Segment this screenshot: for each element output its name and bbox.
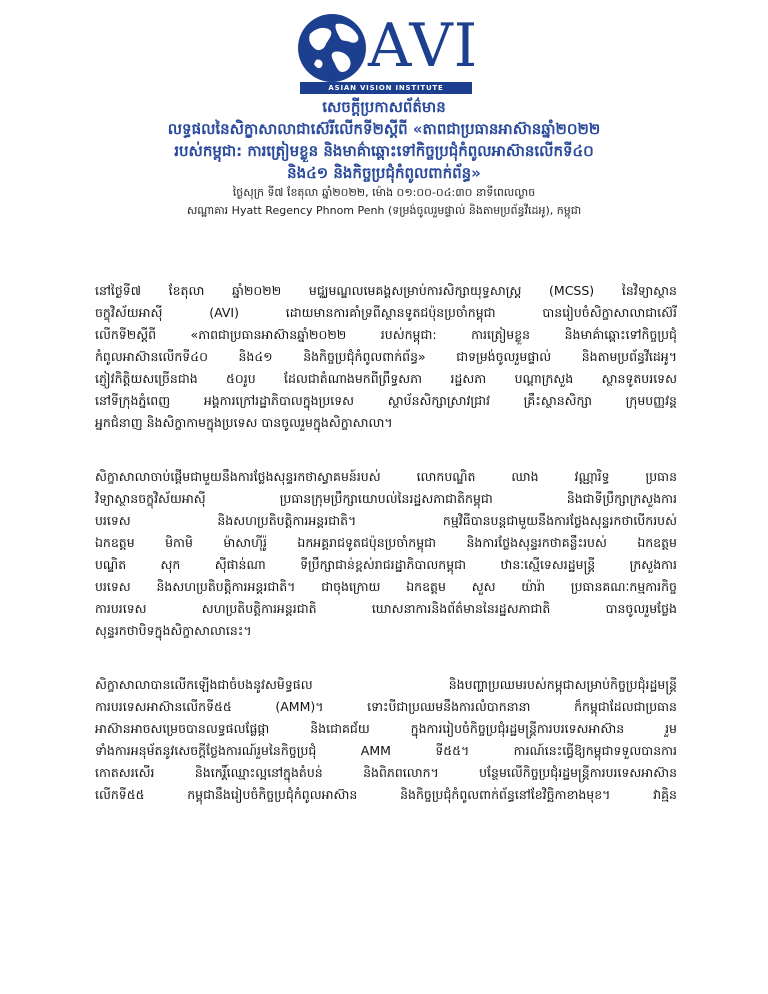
paragraph-line: លើកទី៥៥ កម្ពុជានឹងរៀបចំកិច្ចប្រជុំកំពូលអាស៊ាន និងកិច្ចប្រជុំកំពូលពាក់ព័ន្ធនៅខែវិច្ឆិកាខាងមុខ។ វាគ្មិន [95, 787, 677, 802]
logo-tagline: ASIAN VISION INSTITUTE [300, 82, 472, 94]
paragraph-line: ការបរទេស សហប្រតិបត្តិការអន្តរជាតិ ឃោសនាការនិងព័ត៌មាននៃរដ្ឋសភាជាតិ បានចូលរួមថ្លែង [95, 601, 677, 616]
paragraph-line: ភ្ញៀវកិត្តិយសច្រើនជាង ៥០រូប ដែលជាតំណាងមកពីព្រឹទ្ធសភា រដ្ឋសភា បណ្តាក្រសួង ស្ថានទូតបរទេស [95, 371, 677, 386]
paragraph-line: អាស៊ានអាចសម្រេចបានលទ្ធផលផ្លែផ្កា និងជោគជ័យ ក្នុងការរៀបចំកិច្ចប្រជុំរដ្ឋមន្ត្រីការបរទេសអាស៊ាន រួម [95, 721, 677, 736]
document-title: សេចក្តីប្រកាសព័ត៌មាន [322, 98, 446, 116]
paragraph-line: កោតសរសើរ និងកេរ្តិ៍ឈ្មោះល្អនៅក្នុងតំបន់ និងពិភពលោក។ បន្ថែមលើកិច្ចប្រជុំរដ្ឋមន្ត្រីការបរទេសអាស៊ាន [95, 765, 677, 780]
paragraph-line: នៅថ្ងៃទី៧ ខែតុលា ឆ្នាំ២០២២ មជ្ឈមណ្ឌលមេគង្គសម្រាប់ការសិក្សាយុទ្ធសាស្ត្រ (MCSS) នៃវិទ្យាស្ថាន [95, 283, 677, 298]
paragraph-line: ចក្ខុវិស័យអាស៊ី (AVI) ដោយមានការគាំទ្រពីស្ថានទូតជប៉ុនប្រចាំកម្ពុជា បានរៀបចំសិក្ខាសាលាជាស៊េរី [95, 305, 677, 320]
paragraph-line: នៅទីក្រុងភ្នំពេញ អង្គការក្រៅរដ្ឋាភិបាលក្នុងប្រទេស ស្ថាប័នសិក្សាស្រាវជ្រាវ គ្រឹះស្ថានសិក្សា ក្រុមបញ្ញវន្ត [95, 393, 677, 408]
event-venue: សណ្ឋាគារ Hyatt Regency Phnom Penh (ទម្រង់ចូលរួមផ្ទាល់ និងតាមប្រព័ន្ធវីដេអូ), កម្ពុជា [186, 204, 582, 217]
paragraph-line: អ្នកជំនាញ និងសិក្ខាកាមក្នុងប្រទេស បានចូលរួមក្នុងសិក្ខាសាលា។ [95, 415, 393, 430]
avi-logo [296, 11, 479, 92]
paragraph-2 [95, 466, 677, 642]
paragraph-line: បរទេស និងសហប្រតិបត្តិការអន្តរជាតិ។ កម្មវិធីបានបន្តជាមួយនឹងការថ្លែងសុន្ទរកថាបើករបស់ [95, 513, 677, 528]
paragraph-line: ការបរទេសអាស៊ានលើកទី៥៥ (AMM)។ ទោះបីជាប្រឈមនឹងការលំបាកនានា ក៏កម្ពុជាដែលជាប្រធាន [95, 699, 677, 714]
paragraph-line: បណ្ឌិត សុក ស៊ីផាន់ណា ទីប្រឹក្សាជាន់ខ្ពស់រាជរដ្ឋាភិបាលកម្ពុជា ឋានៈស្មើទេសរដ្ឋមន្ត្រី ក្រសួងការ [95, 557, 677, 572]
paragraph-line: កំពូលអាស៊ានលើកទី៤០ និង៤១ និងកិច្ចប្រជុំកំពូលពាក់ព័ន្ធ» ជាទម្រង់ចូលរួមផ្ទាល់ និងតាមប្រព័ន្ធវីដេអូ។ [95, 349, 677, 364]
event-title-line-1: លទ្ធផលនៃសិក្ខាសាលាជាស៊េរីលើកទី២ស្តីពី «តាពជាប្រធានអាស៊ានឆ្នាំ២០២២ [167, 120, 601, 138]
paragraph-line: បរទេស និងសហប្រតិបត្តិការអន្តរជាតិ។ ជាចុងក្រោយ ឯកឧត្តម សួស យ៉ារ៉ា ប្រធានគណៈកម្មការកិច្ច [95, 579, 677, 594]
globe-icon [296, 12, 368, 84]
event-title-line-3: និង៤១ និងកិច្ចប្រជុំកំពូលពាក់ព័ន្ធ» [287, 164, 481, 182]
paragraph-line: ទាំងការអនុម័តនូវសេចក្តីថ្លែងការណ៍រួមនៃកិច្ចប្រជុំ AMM ទី៥៥។ ការណ៍នេះធ្វើឱ្យកម្ពុជាទទួលបានការ [95, 743, 677, 758]
paragraph-line: សុន្ទរកថាបិទក្នុងសិក្ខាសាលានេះ។ [95, 623, 252, 638]
press-release-body [95, 280, 677, 838]
paragraph-line: សិក្ខាសាលាចាប់ផ្តើមជាមួយនឹងការថ្លែងសុន្ទរកថាស្វាគមន៍របស់ លោកបណ្ឌិត ឈាង វណ្ណារិទ្ធ ប្រធាន [95, 469, 677, 484]
event-date: ថ្ងៃសុក្រ ទី៧ ខែតុលា ឆ្នាំ២០២២, ម៉ោង ០១:០០-០៤:៣០ នាទីពេលល្ងាច [232, 186, 536, 199]
logo-wordmark: AVI [368, 11, 479, 81]
paragraph-line: លើកទី២ស្តីពី «ភាពជាប្រធានអាស៊ានឆ្នាំ២០២២ របស់កម្ពុជា: ការត្រៀមខ្លួន និងមាគ៌ាឆ្ពោះទៅកិច្ចប្រជុំ [95, 327, 677, 342]
press-release-header [80, 96, 688, 220]
paragraph-line: សិក្ខាសាលាបានលើកឡើងជាចំបងនូវសមិទ្ធផល និងបញ្ហាប្រឈមរបស់កម្ពុជាសម្រាប់កិច្ចប្រជុំរដ្ឋមន្ត្រី [95, 677, 677, 692]
paragraph-line: ឯកឧត្តម មិកាមិ ម៉ាសាហ៊ីរ៉ូ ឯកអគ្គរាជទូតជប៉ុនប្រចាំកម្ពុជា និងការថ្លែងសុន្ទរកថាគន្លឹះរបស់ ឯកឧត្តម [95, 535, 677, 550]
event-title-line-2: របស់កម្ពុជា: ការត្រៀមខ្លួន និងមាគ៌ាឆ្ពោះទៅកិច្ចប្រជុំកំពូលអាស៊ានលើកទី៤០ [174, 142, 594, 160]
paragraph-line: វិទ្យាស្ថានចក្ខុវិស័យអាស៊ី ប្រធានក្រុមប្រឹក្សាយោបល់នៃរដ្ឋសភាជាតិកម្ពុជា និងជាទីប្រឹក្សាក្រសួងការ [95, 491, 677, 506]
paragraph-3 [95, 674, 677, 806]
paragraph-1 [95, 280, 677, 434]
